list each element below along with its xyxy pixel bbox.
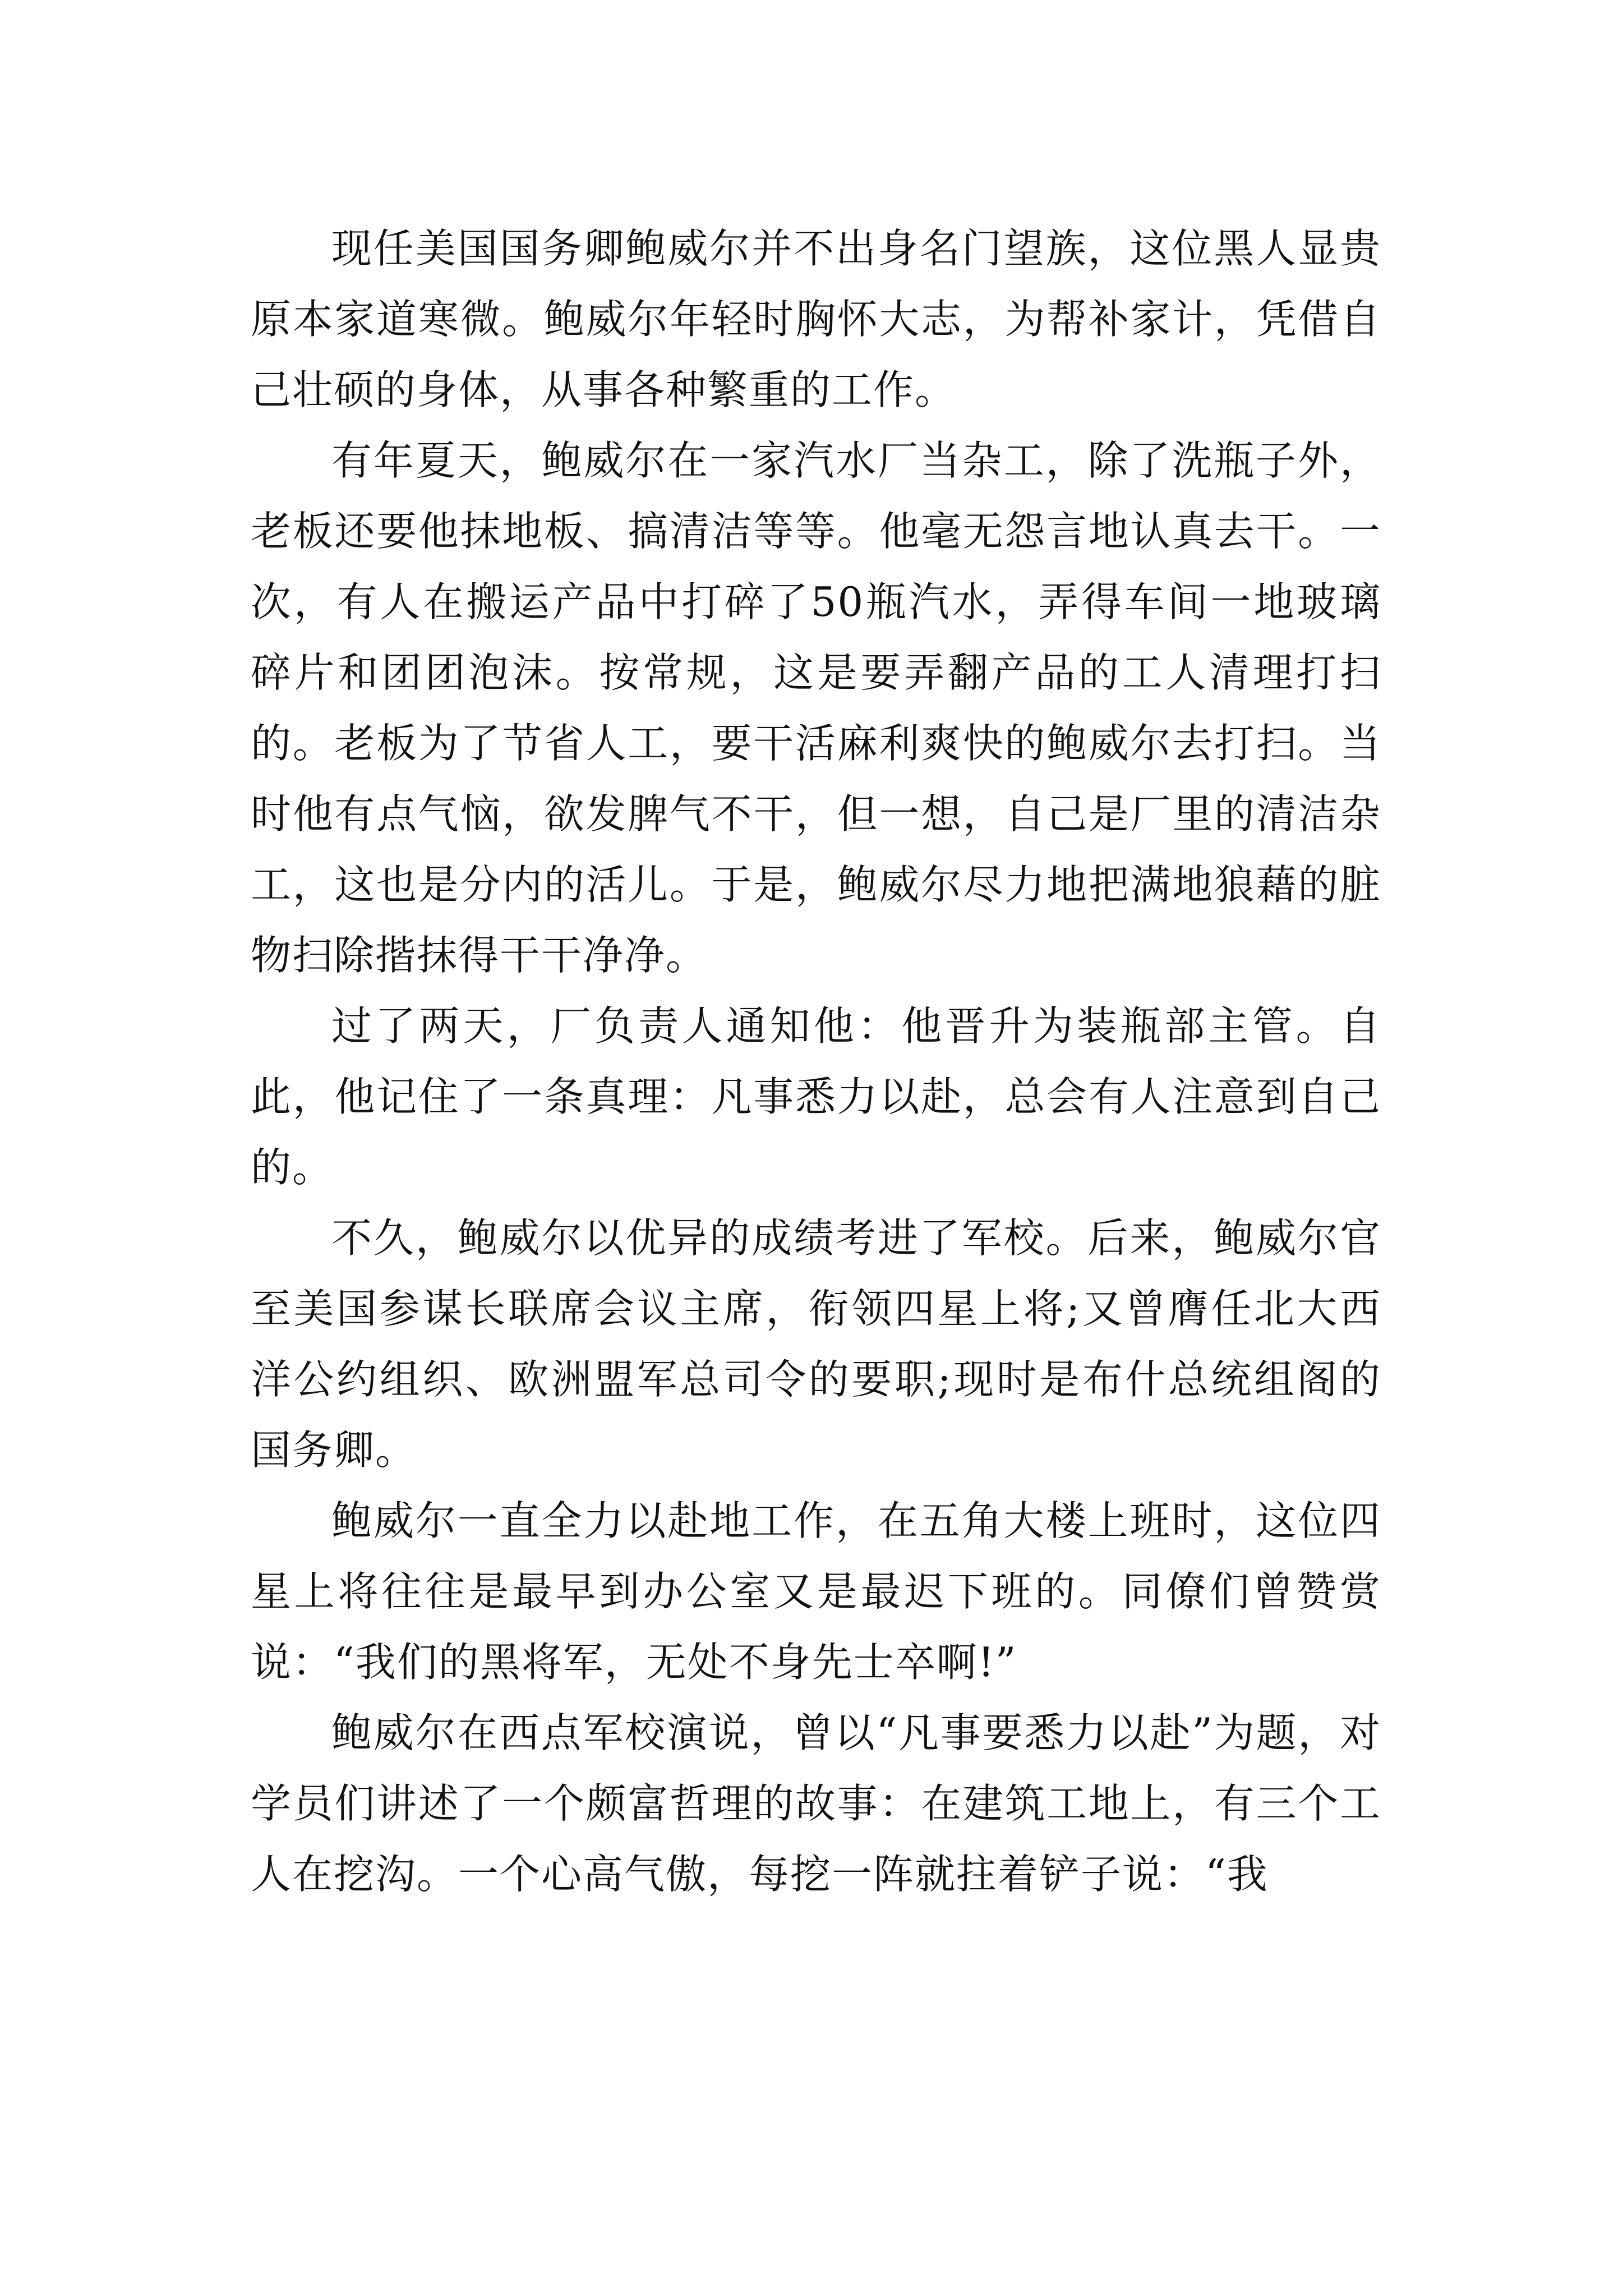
paragraph-5: 鲍威尔一直全力以赴地工作，在五角大楼上班时，这位四星上将往往是最早到办公室又是最迟下班的。同僚们曾赞赏说：“我们的黑将军，无处不身先士卒啊!” [251,1497,1381,1686]
document-body [251,213,1381,1910]
paragraph-1: 现任美国国务卿鲍威尔并不出身名门望族，这位黑人显贵原本家道寒微。鲍威尔年轻时胸怀大志，为帮补家计，凭借自己壮硕的身体，从事各种繁重的工作。 [251,225,1381,413]
paragraph-2: 有年夏天，鲍威尔在一家汽水厂当杂工，除了洗瓶子外，老板还要他抹地板、搞清洁等等。他毫无怨言地认真去干。一次，有人在搬运产品中打碎了50瓶汽水，弄得车间一地玻璃碎片和团团泡沫。按常规，这是要弄翻产品的工人清理打扫的。老板为了节省人工，要干活麻利爽快的鲍威尔去打扫。当时他有点气恼，欲发脾气不干，但一想，自己是厂里的清洁杂工，这也是分内的活儿。于是，鲍威尔尽力地把满地狼藉的脏物扫除揩抹得干干净净。 [251,437,1381,979]
paragraph-4: 不久，鲍威尔以优异的成绩考进了军校。后来，鲍威尔官至美国参谋长联席会议主席，衔领四星上将;又曾膺任北大西洋公约组织、欧洲盟军总司令的要职;现时是布什总统组阁的国务卿。 [251,1214,1381,1474]
paragraph-6: 鲍威尔在西点军校演说，曾以“凡事要悉力以赴”为题，对学员们讲述了一个颇富哲理的故事：在建筑工地上，有三个工人在挖沟。一个心高气傲，每挖一阵就拄着铲子说：“我 [251,1709,1381,1898]
paragraph-3: 过了两天，厂负责人通知他：他晋升为装瓶部主管。自此，他记住了一条真理：凡事悉力以赴，总会有人注意到自己的。 [251,1002,1381,1191]
